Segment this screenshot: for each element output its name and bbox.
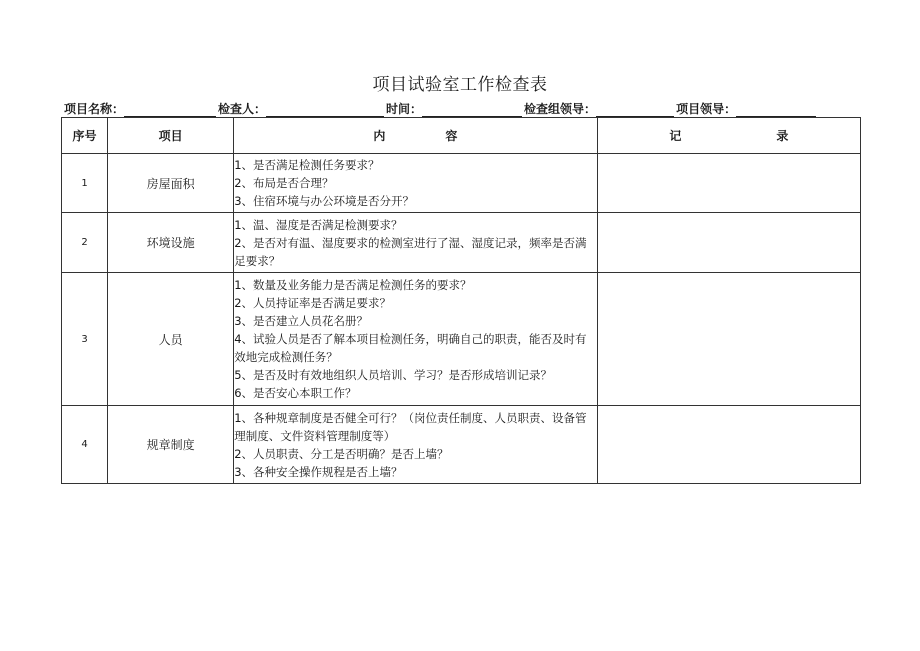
inspector-label: 检查人：: [218, 102, 267, 116]
row-no: 3: [62, 273, 108, 406]
inspection-table: [61, 117, 861, 484]
project-name-field[interactable]: [124, 103, 216, 117]
table-row: [62, 154, 861, 213]
project-leader-field[interactable]: [736, 103, 816, 117]
content-line: 3、是否建立人员花名册？: [234, 314, 369, 328]
table-header-row: [62, 118, 861, 154]
header-fields: [64, 100, 864, 117]
content-line: 5、是否及时有效地组织人员培训、学习？是否形成培训记录？: [234, 368, 553, 382]
header-record-b: 录: [776, 129, 789, 143]
row-no: 4: [62, 406, 108, 484]
row-item: 人员: [108, 273, 234, 406]
content-line: 1、数量及业务能力是否满足检测任务的要求？: [234, 278, 472, 292]
row-no: 2: [62, 213, 108, 273]
project-leader-label: 项目领导：: [676, 102, 737, 116]
content-line: 2、是否对有温、湿度要求的检测室进行了湿、湿度记录，频率是否满足要求？: [234, 235, 587, 268]
content-line: 3、住宿环境与办公环境是否分开？: [234, 194, 415, 208]
header-no: 序号: [62, 118, 108, 154]
table-row: [62, 213, 861, 273]
content-line: 1、温、湿度是否满足检测要求？: [234, 217, 403, 232]
table-row: [62, 406, 861, 484]
content-line: 2、人员职责、分工是否明确？是否上墙？: [234, 446, 449, 461]
content-line: 4、试验人员是否了解本项目检测任务，明确自己的职责，能否及时有效地完成检测任务？: [234, 332, 587, 364]
row-content: [234, 213, 597, 273]
row-content: [234, 273, 597, 406]
content-line: 3、各种安全操作规程是否上墙？: [234, 464, 403, 479]
time-field[interactable]: [422, 103, 522, 117]
header-record-a: 记: [669, 129, 682, 143]
content-line: 2、人员持证率是否满足要求？: [234, 296, 392, 310]
team-leader-field[interactable]: [596, 103, 674, 117]
row-item: 规章制度: [108, 406, 234, 484]
content-line: 6、是否安心本职工作？: [234, 386, 357, 400]
team-leader-label: 检查组领导：: [524, 102, 597, 116]
row-record[interactable]: [597, 273, 860, 406]
time-label: 时间：: [386, 102, 423, 116]
row-no: 1: [62, 154, 108, 213]
header-content: [234, 118, 597, 154]
content-line: 2、布局是否合理？: [234, 176, 334, 190]
row-content: [234, 154, 597, 213]
row-record[interactable]: [597, 406, 860, 484]
project-name-label: 项目名称：: [64, 102, 125, 116]
row-record[interactable]: [597, 213, 860, 273]
page-title: 项目试验室工作检查表: [372, 75, 548, 95]
row-item: 房屋面积: [108, 154, 234, 213]
row-item: 环境设施: [108, 213, 234, 273]
header-content-b: 容: [445, 129, 458, 143]
table-row: [62, 273, 861, 406]
header-record: [597, 118, 860, 154]
header-item: 项目: [108, 118, 234, 154]
content-line: 1、各种规章制度是否健全可行？（岗位责任制度、人员职责、设备管理制度、文件资料管理制度等）: [234, 410, 587, 443]
header-content-a: 内: [373, 129, 386, 143]
row-content: [234, 406, 597, 484]
inspector-field[interactable]: [266, 103, 384, 117]
content-line: 1、是否满足检测任务要求？: [234, 158, 380, 172]
row-record[interactable]: [597, 154, 860, 213]
